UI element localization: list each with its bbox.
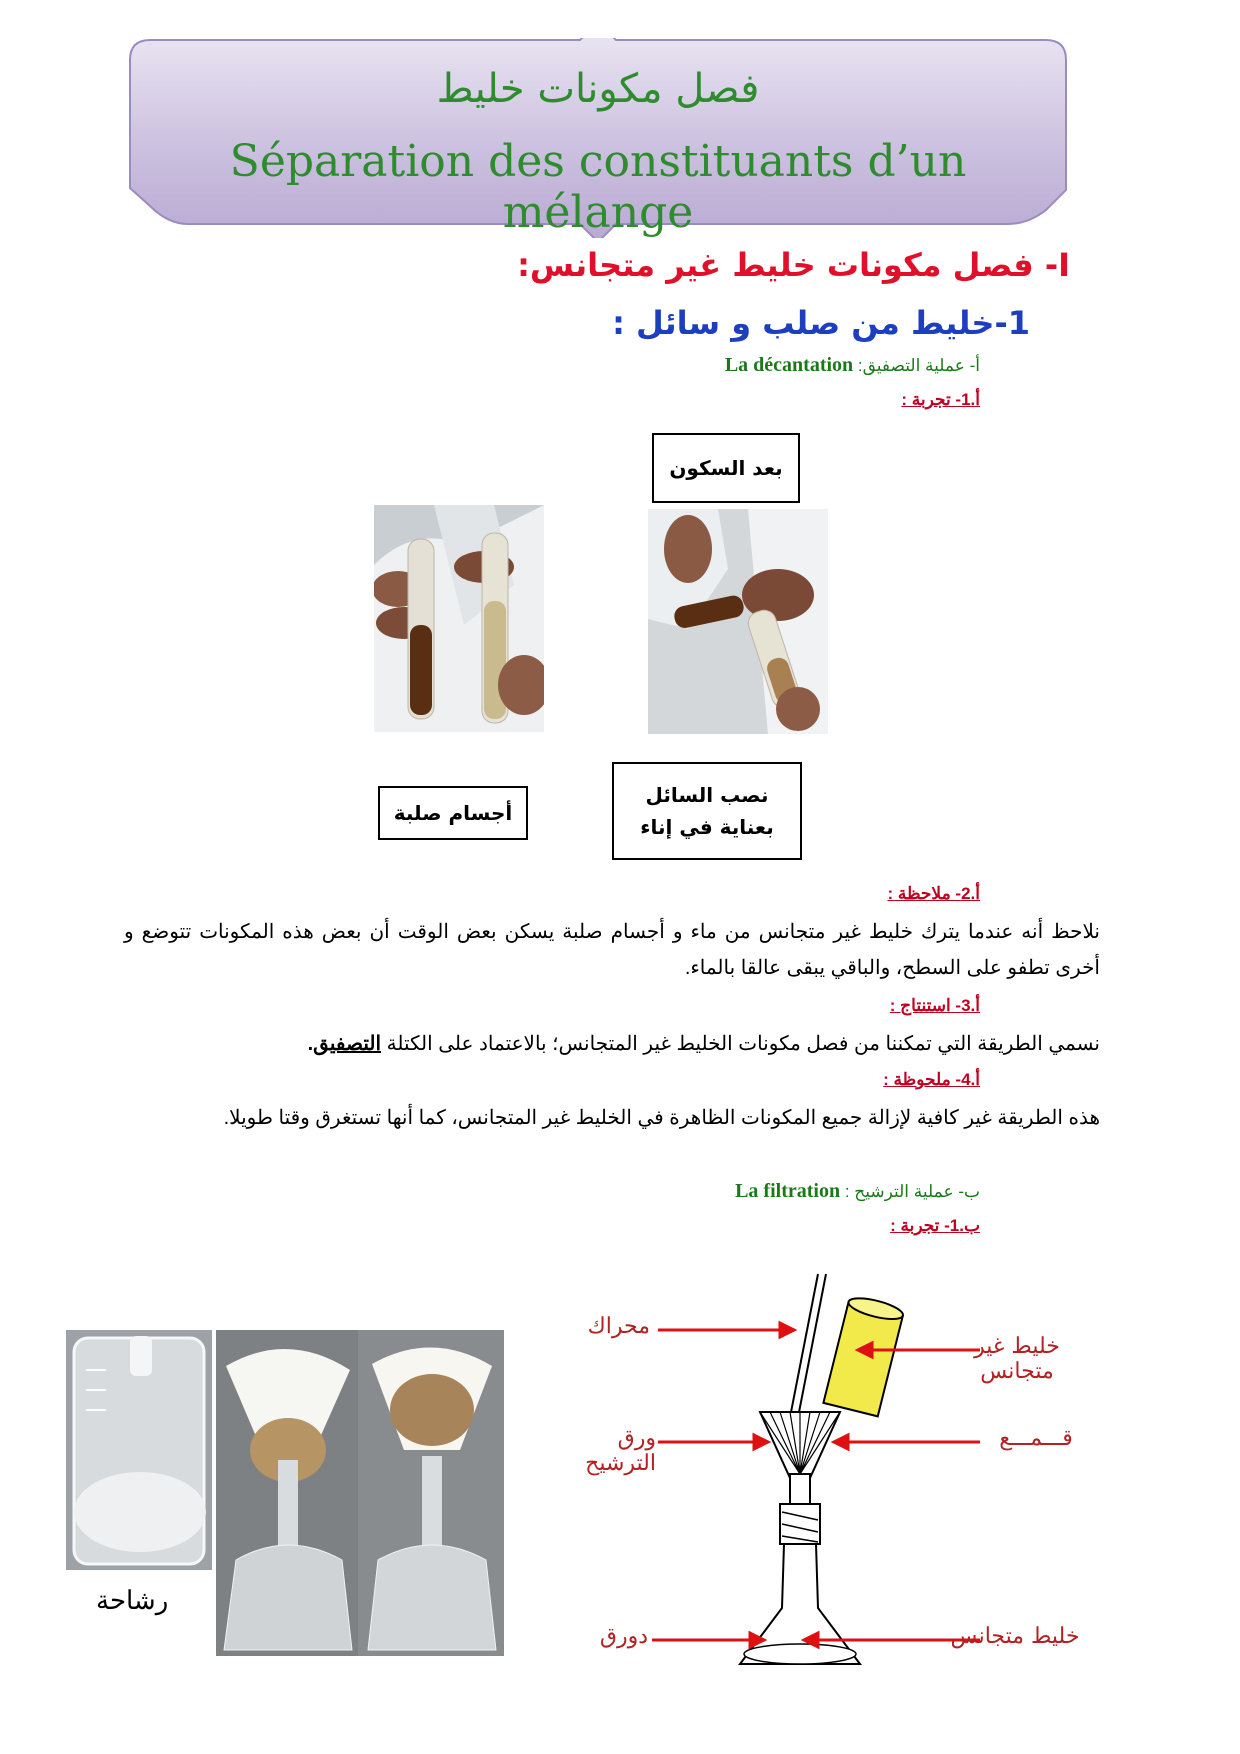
item-a-french: La décantation [724, 354, 854, 376]
experiment-label-b1: ب.1- تجربة : [890, 1216, 980, 1235]
label-flask: دورق [599, 1624, 648, 1649]
conclusion-label-a3: أ.3- استنتاج : [889, 996, 980, 1015]
item-decantation [500, 354, 980, 377]
label-solid-bodies: أجسام صلبة [378, 786, 528, 840]
label-funnel: قـــمـــع [999, 1426, 1073, 1451]
label-stirrer: محراك [587, 1314, 650, 1339]
photo-filtration [66, 1330, 504, 1656]
banner-title-arabic: فصل مكونات خليط [436, 66, 760, 112]
conclusion-sentence: نسمي الطريقة التي تمكننا من فصل مكونات الخليط غير المتجانس؛ بالاعتماد على الكتلة [386, 1033, 1100, 1055]
item-b-french: La filtration [735, 1180, 841, 1202]
remark-text: هذه الطريقة غير كافية لإزالة جميع المكونات الظاهرة في الخليط غير المتجانس، كما أنها تستغرق وقتا طويلا. [223, 1107, 1100, 1129]
photo-test-tubes [374, 505, 544, 732]
label-homogeneous-mixture: خليط متجانس [950, 1624, 1080, 1649]
title-banner [128, 38, 1068, 238]
conclusion-text: نسمي الطريقة التي تمكننا من فصل مكونات الخليط غير المتجانس؛ بالاعتماد على الكتلة التصفيق. [307, 1033, 1100, 1055]
label-filter-paper: ورق الترشيح [585, 1426, 656, 1476]
item-a-label: أ- عملية التصفيق: [857, 356, 980, 375]
filtration-diagram [548, 1268, 1102, 1688]
label-pour-line1: نصب السائل [645, 783, 769, 807]
conclusion-keyword: التصفيق [313, 1033, 382, 1055]
observation-label-a2: أ.2- ملاحظة : [887, 884, 980, 903]
item-b-label: ب- عملية الترشيح : [844, 1182, 980, 1201]
remark-label-a4: أ.4- ملحوظة : [883, 1070, 980, 1089]
label-heterogeneous-mixture: خليط غير متجانس [974, 1334, 1060, 1384]
subsection-heading: 1-خليط من صلب و سائل : [612, 304, 1030, 342]
observation-text: نلاحظ أنه عندما يترك خليط غير متجانس من ماء و أجسام صلبة يسكن بعض الوقت أن بعض هذه المكونات تتوضع و أخرى تطفو على السطح، والباقي يبقى عالقا بالماء. [124, 921, 1100, 979]
label-pour-liquid [612, 762, 802, 860]
banner-title-french: Séparation des constituants d’un mélange [229, 136, 967, 238]
label-pour-line2: بعناية في إناء [640, 815, 774, 839]
section-heading: I- فصل مكونات خليط غير متجانس: [517, 246, 1070, 284]
experiment-label-a1: أ.1- تجربة : [901, 390, 980, 409]
photo-pouring [648, 509, 828, 734]
label-after-rest: بعد السكون [652, 433, 800, 503]
item-filtration [500, 1180, 980, 1203]
filtrate-label: رشاحة [96, 1586, 169, 1616]
